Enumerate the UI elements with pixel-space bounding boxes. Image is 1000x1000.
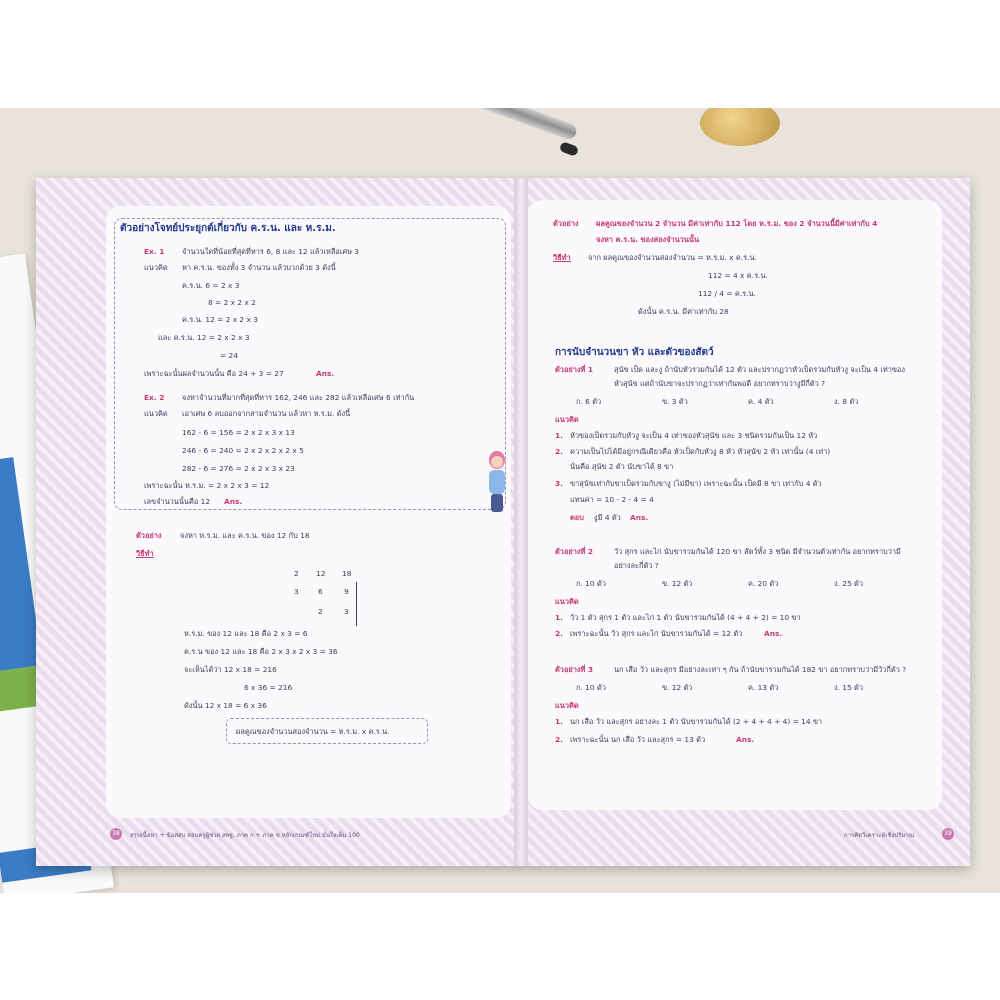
ex2-tag: Ex. 2 (144, 393, 165, 402)
q1-step: หัวของเป็ดรวมกับหัวงู จะเป็น 4 เท่าของหัวสุนัข และ 3 ชนิดรวมกันเป็น 12 หัว (570, 431, 818, 440)
q1-step: นั่นคือ สุนัข 2 ตัว นับขาได้ 8 ขา (570, 462, 674, 471)
ex1-label: แนวคิด (144, 263, 168, 272)
top-line: 112 / 4 = ค.ร.น. (698, 289, 756, 298)
ex2-line: 162 - 6 = 156 = 2 x 2 x 3 x 13 (182, 428, 295, 437)
footer-text: สรุปเนื้อหา + ข้อสอบ สอบครูผู้ช่วย สพฐ. ภาค ก + ภาค ข หลักเกณฑ์ใหม่ มั่นใจเต็ม 100 (130, 832, 360, 839)
q3-step: นก เสือ วัว และสุกร อย่างละ 1 ตัว นับขารวมกันได้ (2 + 4 + 4 + 4) = 14 ขา (570, 717, 823, 726)
q3-choice: ข. 12 ตัว (662, 683, 693, 692)
q1-answer: งูมี 4 ตัว (594, 513, 621, 522)
page-number-badge-right: 39 (942, 828, 954, 840)
section-title: การนับจำนวนขา หัว และตัวของสัตว์ (555, 347, 714, 358)
teacher-illustration (482, 450, 512, 514)
step-num: 3. (555, 479, 563, 488)
q2-choice: ก. 10 ตัว (576, 579, 606, 588)
pen (441, 108, 578, 141)
q1-choice: ก. 6 ตัว (576, 397, 602, 406)
top-line: ดังนั้น ค.ร.น. มีค่าเท่ากับ 28 (638, 307, 729, 316)
formula-text: ผลคูณของจำนวนสองจำนวน = ห.ร.ม. x ค.ร.น. (236, 727, 390, 736)
q3-tag: ตัวอย่างที่ 3 (555, 665, 594, 674)
ex1-ans: Ans. (316, 369, 335, 378)
step-num: 1. (555, 717, 563, 726)
ex2-conclusion: เลขจำนวนนั้นคือ 12 (144, 497, 211, 506)
q1-answer-label: ตอบ (570, 513, 584, 522)
step-num: 1. (555, 613, 563, 622)
ex2-line: 282 - 6 = 276 = 2 x 2 x 3 x 23 (182, 464, 295, 473)
step-num: 2. (555, 447, 563, 456)
ex2-ans: Ans. (224, 497, 243, 506)
ex2-intro: เอาเศษ 6 ลบออกจากสามจำนวน แล้วหา ห.ร.ม. ดังนี้ (182, 409, 351, 418)
ex3-line: 6 x 36 = 216 (244, 683, 293, 692)
top-line: 112 = 4 x ค.ร.น. (708, 271, 768, 280)
ex2-line: เพราะฉะนั้น ห.ร.ม. = 2 x 2 x 3 = 12 (144, 481, 270, 490)
box-title: ตัวอย่างโจทย์ประยุกต์เกี่ยวกับ ค.ร.น. และ ห.ร.ม. (120, 223, 336, 234)
q1-choice: ข. 3 ตัว (662, 397, 688, 406)
q1-step: ขาสุนัขเท่ากับขาเป็ดรวมกับขางู (ไม่มีขา) เพราะฉะนั้น เป็ดมี 8 ขา เท่ากับ 4 ตัว (570, 479, 822, 488)
q2-text: อย่างละกี่ตัว ? (614, 561, 659, 570)
division-cell: 3 (344, 607, 349, 616)
book-spine (514, 178, 528, 866)
q2-choice: ค. 20 ตัว (748, 579, 779, 588)
ex3-tag: ตัวอย่าง (136, 531, 162, 540)
q2-tag: ตัวอย่างที่ 2 (555, 547, 594, 556)
page-number-badge: 38 (110, 828, 122, 840)
ex3-line: ค.ร.น ของ 12 และ 18 คือ 2 x 3 x 2 x 3 = 36 (184, 647, 338, 656)
q1-text: สุนัข เป็ด และงู ถ้านับหัวรวมกันได้ 12 ตัว และปรากฏว่าหัวเป็ดรวมกับหัวงู จะเป็น 4 เท่าของ (614, 365, 905, 374)
pen-tip (559, 141, 579, 157)
top-method: วิธีทำ (553, 253, 571, 262)
q3-label: แนวคิด (555, 701, 579, 710)
q1-tag: ตัวอย่างที่ 1 (555, 365, 594, 374)
ex3-method: วิธีทำ (136, 549, 154, 558)
q1-text: หัวสุนัข แต่ถ้านับขาจะปรากฏว่าเท่ากันพอดี อยากทราบว่างูมีกี่ตัว ? (614, 379, 826, 388)
top-line: จาก ผลคูณของจำนวนสองจำนวน = ห.ร.ม. x ค.ร.น. (588, 253, 757, 262)
ex3-question: จงหา ห.ร.ม. และ ค.ร.น. ของ 12 กับ 18 (180, 531, 310, 540)
q3-choice: ก. 10 ตัว (576, 683, 606, 692)
ex1-question: จำนวนใดที่น้อยที่สุดที่หาร 6, 8 และ 12 แล้วเหลือเศษ 3 (182, 247, 359, 256)
open-book (36, 178, 970, 866)
q3-step: เพราะฉะนั้น นก เสือ วัว และสุกร = 13 ตัว (570, 735, 706, 744)
ex1-line: 8 = 2 x 2 x 2 (208, 298, 256, 307)
q2-label: แนวคิด (555, 597, 579, 606)
q1-choice: ง. 8 ตัว (834, 397, 859, 406)
top-tag: ตัวอย่าง (553, 219, 579, 228)
division-divider (356, 582, 357, 626)
ex1-line: ค.ร.น. 12 = 2 x 2 x 3 (182, 315, 258, 324)
step-num: 1. (555, 431, 563, 440)
step-num: 2. (555, 629, 563, 638)
ex1-line: = 24 (220, 351, 238, 360)
q2-choice: ข. 12 ตัว (662, 579, 693, 588)
q3-ans: Ans. (736, 735, 755, 744)
q1-step: แทนค่า = 10 - 2 - 4 = 4 (570, 495, 654, 504)
ex3-line: ดังนั้น 12 x 18 = 6 x 36 (184, 701, 267, 710)
q2-text: วัว สุกร และไก่ นับขารวมกันได้ 120 ขา สัตว์ทั้ง 3 ชนิด มีจำนวนตัวเท่ากัน อยากทราบว่ามี (614, 547, 901, 556)
q1-ans: Ans. (630, 513, 649, 522)
division-cell: 2 (318, 607, 323, 616)
division-cell: 18 (342, 569, 352, 578)
q2-step: วัว 1 ตัว สุกร 1 ตัว และไก่ 1 ตัว นับขารวมกันได้ (4 + 4 + 2) = 10 ขา (570, 613, 801, 622)
gold-clip (700, 108, 780, 146)
division-cell: 3 (294, 587, 299, 596)
step-num: 2. (555, 735, 563, 744)
q2-step: เพราะฉะนั้น วัว สุกร และไก่ นับขารวมกันได้ = 12 ตัว (570, 629, 743, 638)
top-question: ผลคูณของจำนวน 2 จำนวน มีค่าเท่ากับ 112 โดย ห.ร.ม. ของ 2 จำนวนนี้มีค่าเท่ากับ 4 (596, 219, 878, 228)
q1-step: ความเป็นไปได้มีอยู่กรณีเดียวคือ หัวเป็ดกับหัวงู 8 หัว หัวสุนัข 2 หัว เท่านั้น (4 เท่า) (570, 447, 831, 456)
footer-text-right: การคิดวิเคราะห์เชิงปริมาณ (844, 832, 915, 839)
ex2-line: 246 - 6 = 240 = 2 x 2 x 2 x 2 x 5 (182, 446, 304, 455)
ex2-label: แนวคิด (144, 409, 168, 418)
example-box (114, 218, 506, 510)
division-cell: 12 (316, 569, 326, 578)
ex3-line: จะเห็นได้ว่า 12 x 18 = 216 (184, 665, 277, 674)
ex1-tag: Ex. 1 (144, 247, 165, 256)
q2-ans: Ans. (764, 629, 783, 638)
q3-text: นก เสือ วัว และสุกร มีอย่างละเท่า ๆ กัน ถ้านับขารวมกันได้ 182 ขา อยากทราบว่ามีวัวกี่ตัว ? (614, 665, 907, 674)
ex1-line: และ ค.ร.น. 12 = 2 x 2 x 3 (158, 333, 250, 342)
q3-choice: ง. 15 ตัว (834, 683, 864, 692)
q2-choice: ง. 25 ตัว (834, 579, 864, 588)
ex3-line: ห.ร.ม. ของ 12 และ 18 คือ 2 x 3 = 6 (184, 629, 308, 638)
ex1-line: ค.ร.น. 6 = 2 x 3 (182, 281, 240, 290)
q1-label: แนวคิด (555, 415, 579, 424)
ex1-conclusion: เพราะฉะนั้นผลจำนวนนั้น คือ 24 + 3 = 27 (144, 369, 284, 378)
top-question: จงหา ค.ร.น. ของสองจำนวนนั้น (596, 235, 699, 244)
division-cell: 2 (294, 569, 299, 578)
q3-choice: ค. 13 ตัว (748, 683, 779, 692)
division-cell: 9 (344, 587, 349, 596)
ex2-question: จงหาจำนวนที่มากที่สุดที่หาร 162, 246 และ 282 แล้วเหลือเศษ 6 เท่ากัน (182, 393, 415, 402)
q1-choice: ค. 4 ตัว (748, 397, 774, 406)
division-cell: 6 (318, 587, 323, 596)
ex1-intro: หา ค.ร.น. ของทั้ง 3 จำนวน แล้วบวกด้วย 3 ดังนี้ (182, 263, 336, 272)
